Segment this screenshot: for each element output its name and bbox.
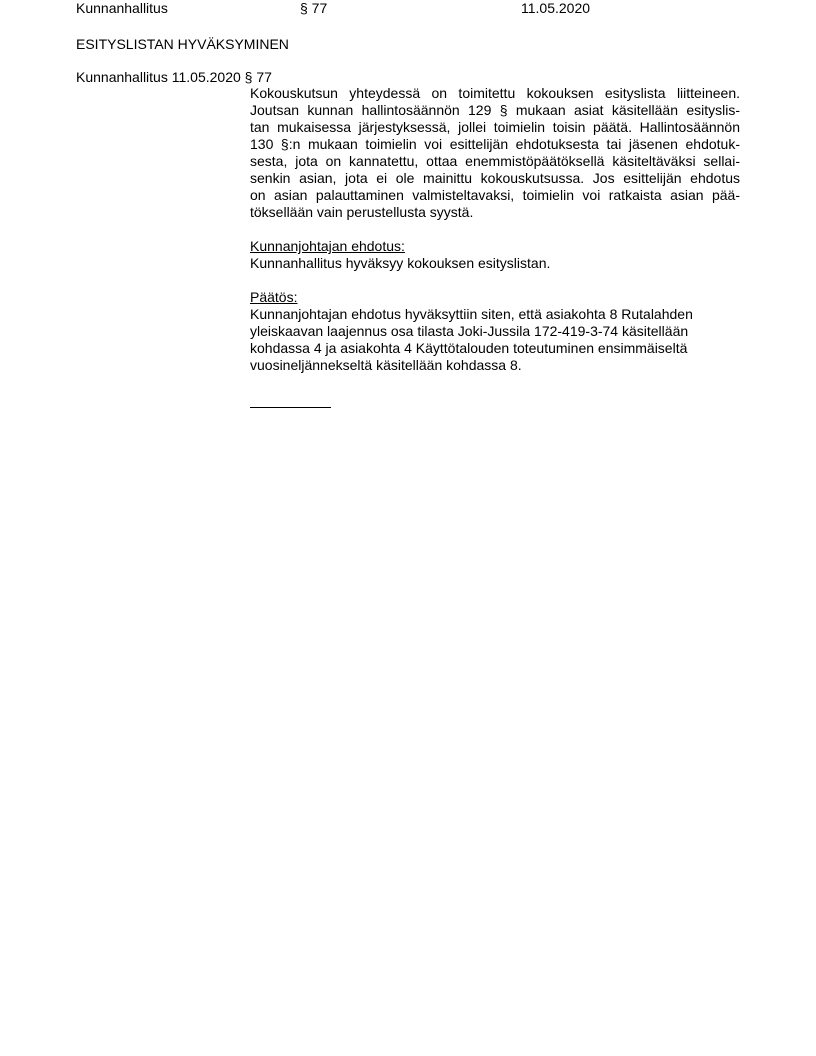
intro-line: 130 §:n mukaan toimielin voi esittelijän ehdotuksesta tai jäsenen ehdotuk- (250, 136, 740, 152)
decision-line: kohdassa 4 ja asiakohta 4 Käyttötalouden toteutuminen ensimmäiseltä (250, 340, 688, 356)
intro-line: Kokouskutsun yhteydessä on toimitettu kokouksen esityslista liitteineen. (250, 85, 740, 101)
proposal-heading: Kunnanjohtajan ehdotus: (250, 238, 405, 254)
proposal-text: Kunnanhallitus hyväksyy kokouksen esityslistan. (250, 255, 551, 271)
header-date: 11.05.2020 (521, 0, 591, 16)
content-column (250, 85, 740, 374)
decision-line: yleiskaavan laajennus osa tilasta Joki-Jussila 172-419-3-74 käsitellään (250, 323, 689, 339)
decision-paragraph (250, 306, 740, 374)
intro-line: senkin asian, jota ei ole mainittu kokouskutsussa. Jos esittelijän ehdotus (250, 170, 740, 186)
decision-heading: Päätös: (250, 289, 298, 305)
intro-line: sesta, jota on kannatettu, ottaa enemmistöpäätöksellä käsiteltäväksi sellai- (250, 153, 740, 169)
header-section-number: § 77 (300, 0, 328, 16)
intro-line: töksellään vain perustellusta syystä. (250, 204, 474, 220)
end-rule (250, 407, 331, 408)
spacer (250, 272, 740, 289)
meeting-reference: Kunnanhallitus 11.05.2020 § 77 (76, 69, 272, 85)
decision-line: vuosineljännekseltä käsitellään kohdassa 8. (250, 357, 522, 373)
spacer (250, 221, 740, 238)
intro-line: on asian palauttaminen valmisteltavaksi, toimielin voi ratkaista asian pää- (250, 187, 740, 203)
document-title: ESITYSLISTAN HYVÄKSYMINEN (76, 36, 289, 52)
intro-line: tan mukaisessa järjestyksessä, jollei toimielin toisin päätä. Hallintosäännön (250, 119, 740, 135)
intro-paragraph (250, 85, 740, 221)
header-body-name: Kunnanhallitus (76, 0, 168, 16)
intro-line: Joutsan kunnan hallintosäännön 129 § mukaan asiat käsitellään esityslis- (250, 102, 740, 118)
decision-line: Kunnanjohtajan ehdotus hyväksyttiin siten, että asiakohta 8 Rutalahden (250, 306, 693, 322)
